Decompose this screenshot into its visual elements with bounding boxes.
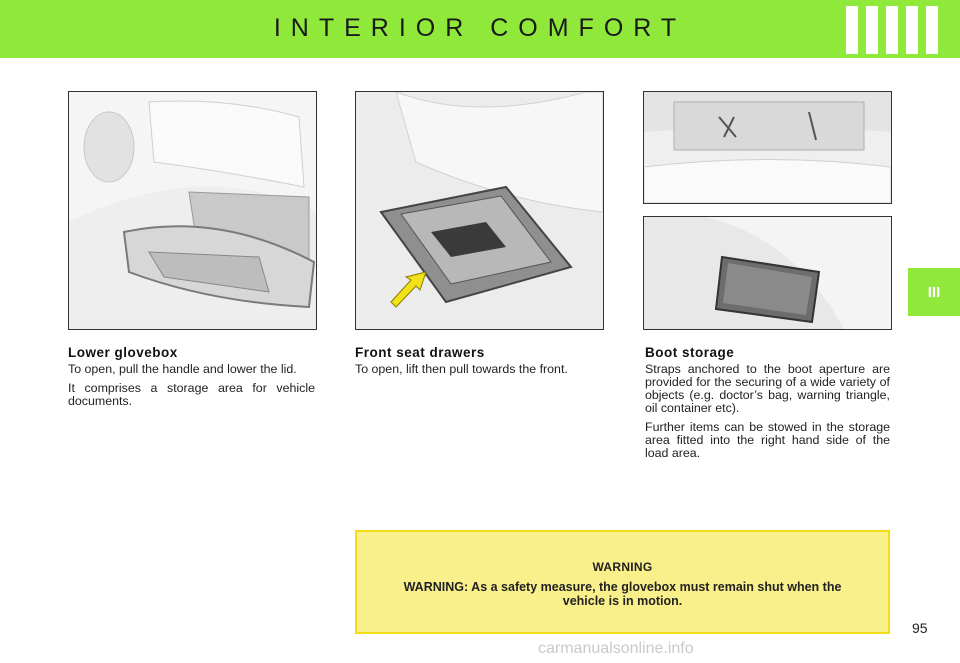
glovebox-photo xyxy=(68,91,317,330)
glovebox-paragraph: To open, pull the handle and lower the lid. xyxy=(68,362,297,376)
page-title: INTERIOR COMFORT xyxy=(273,14,687,42)
seat-drawers-heading: Front seat drawers xyxy=(355,345,485,360)
boot-storage-heading: Boot storage xyxy=(645,345,735,360)
header-stripes xyxy=(846,6,938,54)
boot-storage-paragraph: Straps anchored to the boot aperture are provided for the securing of a wide variety of objects (e.g. doctor’s bag, warning triangle, oil container etc). xyxy=(645,362,890,415)
seat-drawers-text xyxy=(355,363,602,382)
warning-box xyxy=(355,530,890,634)
watermark: carmanualsonline.info xyxy=(538,640,694,657)
chapter-tab: III xyxy=(908,268,960,316)
header-bar xyxy=(0,0,960,58)
page-number: 95 xyxy=(912,620,928,636)
glovebox-text xyxy=(68,363,315,414)
seat-drawers-paragraph: To open, lift then pull towards the front. xyxy=(355,362,568,376)
glovebox-paragraph: It comprises a storage area for vehicle documents. xyxy=(68,381,315,408)
boot-side-storage-photo xyxy=(643,216,892,330)
boot-storage-text xyxy=(645,363,890,466)
warning-text: WARNING: As a safety measure, the glovebox must remain shut when the vehicle is in motion. xyxy=(403,580,842,608)
glovebox-heading: Lower glovebox xyxy=(68,345,178,360)
seat-drawer-photo xyxy=(355,91,604,330)
boot-storage-paragraph: Further items can be stowed in the storage area fitted into the right hand side of the load area. xyxy=(645,420,890,460)
warning-title: WARNING xyxy=(592,560,653,574)
boot-straps-photo xyxy=(643,91,892,204)
